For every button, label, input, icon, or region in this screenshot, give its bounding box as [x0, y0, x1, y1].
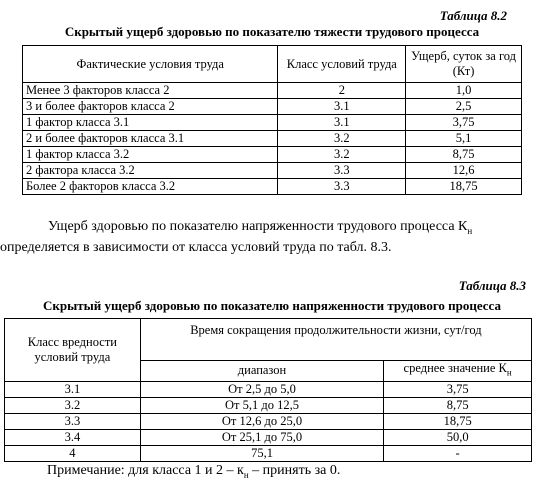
table2-header-range: диапазон — [140, 361, 383, 382]
table2-row — [5, 381, 532, 397]
table1-header-conditions: Фактические условия труда — [23, 46, 278, 83]
table1-cell-class: 3.1 — [278, 99, 406, 115]
table2-header-avg-text: среднее значение К — [403, 361, 507, 375]
table2-header-class: Класс вредности условий труда — [5, 319, 141, 382]
table2-cell-range: От 5,1 до 12,5 — [140, 397, 383, 413]
table1-row — [23, 83, 522, 99]
table2-cell-range: 75,1 — [140, 445, 383, 461]
table2-cell-avg: 18,75 — [384, 413, 532, 429]
table2-header-avg-sub: н — [506, 367, 512, 378]
table2-cell-class: 3.3 — [5, 413, 141, 429]
table1-header-damage: Ущерб, суток за год (Кт) — [406, 46, 522, 83]
table2-cell-class: 4 — [5, 445, 141, 461]
table1-cell-conditions: 1 фактор класса 3.2 — [23, 147, 278, 163]
table2-row — [5, 429, 532, 445]
table1-row — [23, 179, 522, 195]
table2-cell-class: 3.1 — [5, 381, 141, 397]
table1-cell-damage: 5,1 — [406, 131, 522, 147]
table2 — [4, 318, 532, 462]
table1-cell-damage: 1,0 — [406, 83, 522, 99]
note-text: Примечание: для класса 1 и 2 – к — [47, 463, 244, 478]
table2-row — [5, 413, 532, 429]
table1-row — [23, 147, 522, 163]
table2-cell-avg: 3,75 — [384, 381, 532, 397]
table1-cell-damage: 2,5 — [406, 99, 522, 115]
table2-row — [5, 397, 532, 413]
table1-cell-class: 3.1 — [278, 115, 406, 131]
table1-cell-damage: 18,75 — [406, 179, 522, 195]
table1-cell-class: 3.2 — [278, 131, 406, 147]
paragraph-line2: определяется в зависимости от класса условий труда по табл. 8.3. — [0, 240, 392, 255]
table1-cell-class: 3.3 — [278, 163, 406, 179]
table2-caption: Таблица 8.3 — [458, 278, 526, 293]
table2-cell-range: От 2,5 до 5,0 — [140, 381, 383, 397]
table2-cell-range: От 12,6 до 25,0 — [140, 413, 383, 429]
table1-cell-conditions: 3 и более факторов класса 2 — [23, 99, 278, 115]
table1-cell-damage: 3,75 — [406, 115, 522, 131]
table1-cell-class: 3.3 — [278, 179, 406, 195]
table2-cell-avg: 8,75 — [384, 397, 532, 413]
paragraph-line1-sub: н — [467, 225, 473, 236]
table1-cell-class: 2 — [278, 83, 406, 99]
note — [47, 463, 340, 480]
table2-title: Скрытый ущерб здоровью по показателю напряженности трудового процесса — [43, 298, 501, 313]
table1-cell-conditions: Менее 3 факторов класса 2 — [23, 83, 278, 99]
table2-row — [5, 445, 532, 461]
note-tail: – принять за 0. — [248, 463, 341, 478]
table2-cell-class: 3.2 — [5, 397, 141, 413]
paragraph-line1-text: Ущерб здоровью по показателю напряженности трудового процесса К — [48, 219, 468, 234]
table1-cell-damage: 12,6 — [406, 163, 522, 179]
table1-header-class: Класс условий труда — [278, 46, 406, 83]
table2-header-avg — [384, 361, 532, 382]
table1-cell-damage: 8,75 — [406, 147, 522, 163]
table2-cell-avg: - — [384, 445, 532, 461]
table1-cell-conditions: 2 и более факторов класса 3.1 — [23, 131, 278, 147]
table2-cell-avg: 50,0 — [384, 429, 532, 445]
table2-cell-class: 3.4 — [5, 429, 141, 445]
table1-row — [23, 115, 522, 131]
table1-cell-conditions: 2 фактора класса 3.2 — [23, 163, 278, 179]
table1-cell-conditions: Более 2 факторов класса 3.2 — [23, 179, 278, 195]
note-sub: н — [243, 469, 249, 480]
table2-header-time: Время сокращения продолжительности жизни, сут/год — [140, 319, 531, 361]
table1-cell-class: 3.2 — [278, 147, 406, 163]
table1-row — [23, 131, 522, 147]
table1-caption: Таблица 8.2 — [439, 8, 507, 23]
table1-row — [23, 163, 522, 179]
table1-cell-conditions: 1 фактор класса 3.1 — [23, 115, 278, 131]
table1 — [22, 45, 522, 195]
table2-cell-range: От 25,1 до 75,0 — [140, 429, 383, 445]
table1-title: Скрытый ущерб здоровью по показателю тяжести трудового процесса — [64, 24, 480, 39]
table1-row — [23, 99, 522, 115]
